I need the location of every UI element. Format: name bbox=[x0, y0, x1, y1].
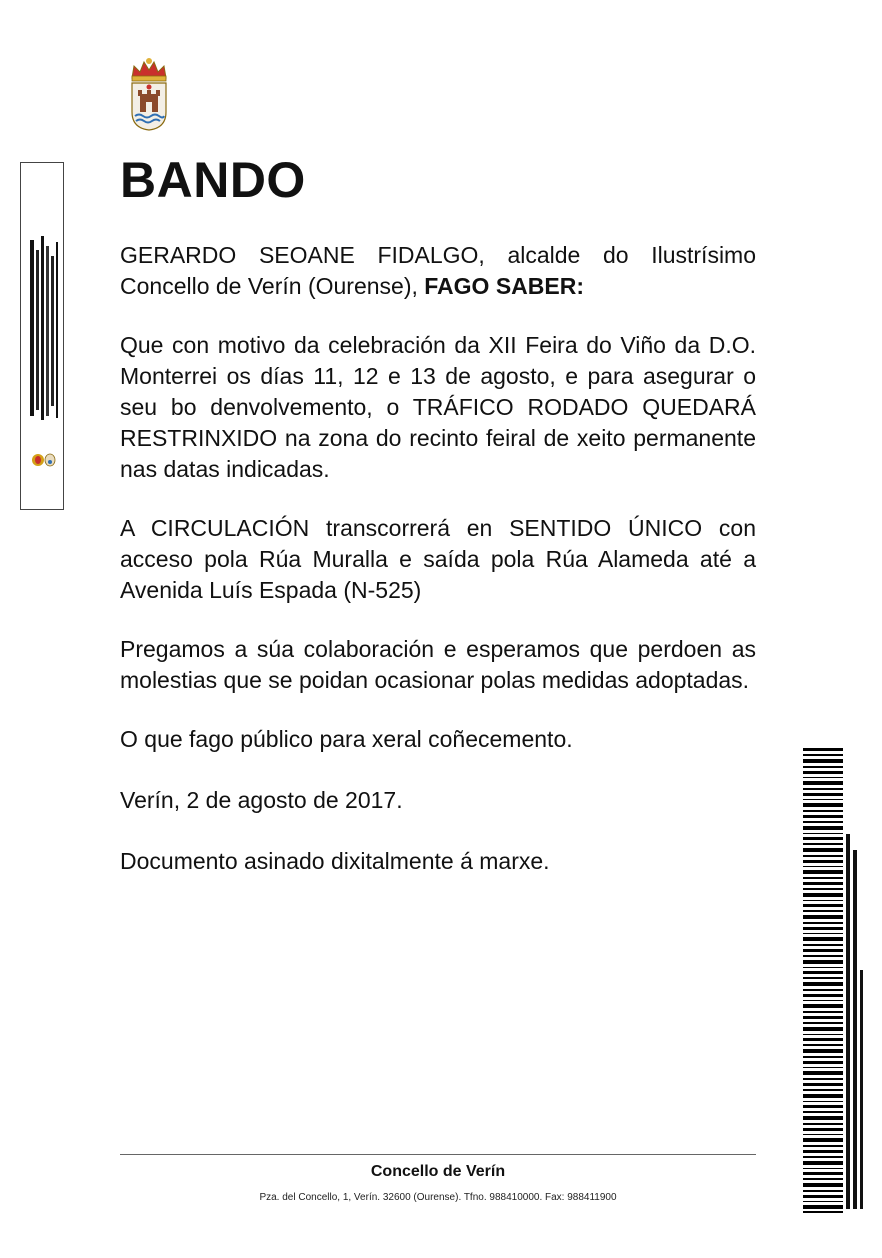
paragraph-circulation: A CIRCULACIÓN transcorrerá en SENTIDO ÚNICO con acceso pola Rúa Muralla e saída pola Rúa Alameda até a Avenida Luís Espada (N-525) bbox=[120, 515, 756, 603]
coat-of-arms-icon bbox=[126, 56, 172, 132]
paragraph-public: O que fago público para xeral coñecemento. bbox=[120, 726, 573, 752]
footer-divider bbox=[120, 1154, 756, 1155]
intro-text: GERARDO SEOANE FIDALGO, alcalde do Ilustrísimo Concello de Verín (Ourense), bbox=[120, 242, 756, 299]
paragraph-restriction: Que con motivo da celebración da XII Feira do Viño da D.O. Monterrei os días 11, 12 e 13 de agosto, e para asegurar o seu bo denvolvemento, o TRÁFICO RODADO QUEDARÁ RESTRINXIDO na zona do recinto feiral de xeito permanente nas datas indicadas. bbox=[120, 332, 756, 482]
intro-emphasis: FAGO SABER bbox=[424, 273, 577, 299]
signature-note: Documento asinado dixitalmente á marxe. bbox=[120, 848, 550, 874]
intro-colon: : bbox=[576, 273, 585, 299]
footer-organization: Concello de Verín bbox=[370, 1163, 506, 1180]
footer-address: Pza. del Concello, 1, Verín. 32600 (Ourense). Tfno. 988410000. Fax: 988411900 bbox=[259, 1192, 617, 1203]
document-date: Verín, 2 de agosto de 2017. bbox=[120, 787, 403, 813]
barcode-caption-icon bbox=[843, 830, 867, 1213]
barcode-icon bbox=[803, 748, 843, 1213]
document-title: BANDO bbox=[120, 152, 306, 208]
paragraph-apology: Pregamos a súa colaboración e esperamos que perdoen as molestias que se poidan ocasionar polas medidas adoptadas. bbox=[120, 636, 756, 693]
paragraph-intro bbox=[120, 240, 756, 302]
document-body bbox=[120, 240, 756, 907]
mini-coat-of-arms-icon bbox=[30, 452, 64, 468]
digital-signature-stamp-icon bbox=[24, 232, 64, 422]
